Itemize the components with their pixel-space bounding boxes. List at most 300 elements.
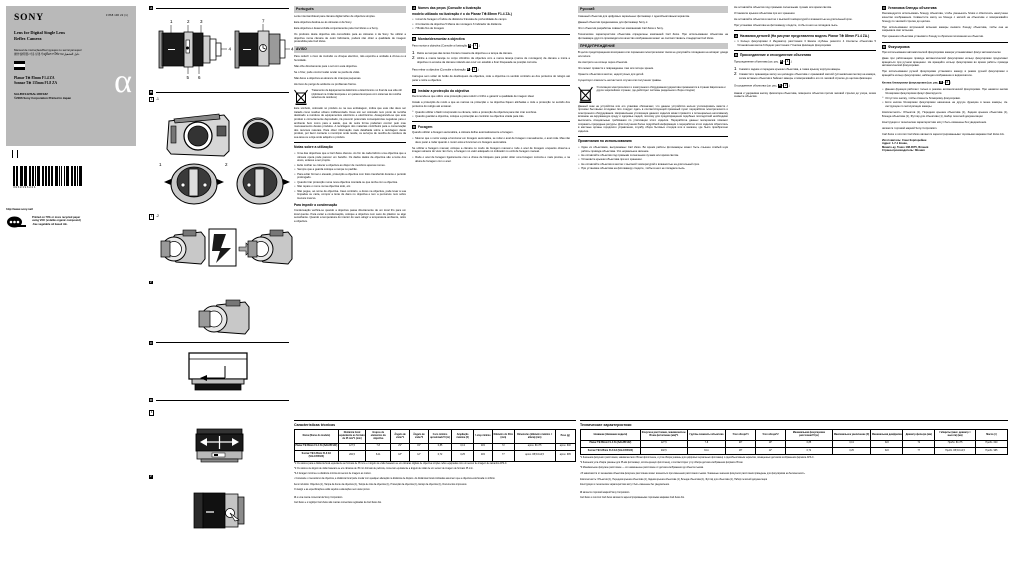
ru-lock-note: • Отпустите кнопку, чтобы отменить блокировку фокусировки. [882, 97, 1008, 101]
figure-b3-drawing [173, 296, 265, 338]
pt-focus-note: • Rode o anel de focagem ligeiramente com a chave de bloqueio para poder obter uma focagem correcta e mais precisa, e na altura de focagem com o anel. [412, 156, 570, 163]
recycle-icon [6, 216, 28, 229]
ru-wee-notice [578, 86, 728, 103]
ru-focus-p2: Даже при работающем приводе автоматической фокусировки кольцо фокусировки продолжает вращаться при ручном вращении. Не вращайте кольцо фокусировки во время работы привода автоматической фокусировки. [882, 57, 1008, 68]
svg-text:2: 2 [187, 19, 190, 25]
pt-partnames-heading-text: Nomes das peças (Consulte a ilustração [417, 6, 482, 10]
pt-spec-header: Distância focal equivalente ao formato de 35 mm*1 (mm) [338, 430, 366, 443]
ru-parts-heading-text: Названия деталей (На рисунке представлена модель Planar T✻ 85mm F1.4 ZA.) [739, 33, 870, 38]
pt-divider-2 [412, 85, 570, 86]
ru-spec-header: Минимальная диафрагма [871, 430, 903, 440]
cover-title [14, 30, 128, 42]
ru-focus-p1: При использовании автоматической фокусировки камера устанавливает фокус автоматически. [882, 51, 1002, 55]
ru-spec-cell: f/22 [871, 448, 903, 455]
ru-spec-cell: 18° [726, 448, 756, 455]
pt-warning-b1: Não olhe directamente para o sol com esta objectiva. [294, 64, 358, 68]
pt-note-item: • Para evitar formar o elevado, protecção a objectiva com fotos transferido durante o período prolongado. [294, 173, 406, 180]
svg-text:5: 5 [186, 75, 190, 81]
pt-unmount-sub-text: Para retirar a objectiva (Consulte a ilustração [412, 68, 466, 72]
pt-wee-body: Este símbolo, colocado no produto ou na sua embalagem, indica que este não deve ser tratado como resíduo urbano indiferenciado. Deve sim ser colocado num ponto de recolha destinado a resíduos de equipamentos eléctricos e electrónicos. Assegurando-se que este produto é correctamente depositado, irá prevenir potenciais consequências negativas para o ambiente bem como para a saúde, que de outra forma poderiam ocorrer pelo mau manuseamento destes produtos. A reciclagem dos materiais contribuirá para a conservação dos recursos naturais. Para obter informação mais detalhada sobre a reciclagem deste produto, por favor contacte o município onde reside, os serviços de recolha de resíduos da sua área ou a loja onde adquiriu o produto. [294, 107, 406, 139]
ru-spec-header: Диаметр фильтра (мм) [903, 430, 935, 440]
ru-spec-cell: Прибл. 640 [975, 440, 1007, 447]
figure-d-header [149, 398, 289, 402]
svg-text:4: 4 [291, 46, 294, 52]
pt-spec-header: Peso (g) [555, 430, 575, 443]
cover-title-line1: Lens for Digital Single Lens [14, 30, 66, 35]
figure-c-rule [156, 342, 289, 343]
pt-partname-item: • 4 Contactos da objectiva 5 Marca de montagem 6 Indicador de distância [412, 23, 570, 27]
pt-spec-cell: aprox. 88,5×114,5 [514, 451, 555, 461]
pt-spec-header-row [295, 430, 576, 443]
ru-spec-header: Масса (г) [975, 430, 1007, 440]
ref-badge-b-icon: B [468, 44, 471, 48]
pt-focus-heading-text: Focagem [417, 124, 433, 129]
pt-notice-p1: Lente intercambiável para câmara digital reflex de objectiva simples. [294, 14, 376, 18]
pt-unmount-sub: Para retirar a objectiva (Consulte a ilustração B– 2 .) [412, 67, 479, 72]
pt-partnames-heading [412, 6, 570, 10]
figure-c [149, 341, 289, 395]
ru-spec-footnote: *3 Минимальное фокусное расстояние — это наименьшее расстояние от датчика изображения до объекта съемки. [580, 466, 704, 469]
pt-spec-cell: 18° [391, 451, 410, 461]
ru-mount-steps [734, 68, 876, 80]
figure-d1-label: 1 [151, 411, 153, 415]
ru-note-item: • Не оставляйте объектив в местах с высокой температурой и влажностью на длительный срок. [578, 163, 728, 167]
ru-trademark-1: является торговой маркой Sony Corporation. [882, 126, 938, 130]
ru-mount-heading-text: Присоединение и отсоединение объектива [739, 53, 811, 58]
wee-bin-icon-ru [578, 86, 593, 103]
figure-d-label: D [150, 397, 153, 402]
svg-text:1: 1 [159, 162, 162, 168]
pt-mount-heading [412, 37, 570, 41]
pt-hood-p1: Recomenda-se que utilize uma protecção para reduzir o brilho e garantir a qualidade de imagem ideal. [412, 95, 535, 99]
ru-section-badge-b-icon: B [735, 53, 738, 58]
cover-company: ©2006 Sony Corporation Printed in Japan [14, 96, 72, 101]
ru-lock-heading-text: Кнопка блокировки фокусировки (см. рис. [882, 81, 939, 85]
figure-c-header [149, 341, 289, 345]
svg-text:6: 6 [198, 75, 201, 81]
pt-spec-footnote: *2 Os valores de ângulo de visão baseiam-se em câmaras de 35 mm formato de película, conversor equivalente a ângulo de visão de um sensor de imagem de formato 35 mm. [294, 468, 474, 471]
ru-notice-p1: Сменный объектив для цифровых зеркальных фотокамер с однообъективным зеркалом. [578, 14, 690, 18]
recycle-notice [6, 216, 144, 229]
ru-section-badge-c-icon: C [883, 6, 886, 10]
ru-spec-cell: 12° [756, 448, 786, 455]
figure-b-header [149, 90, 289, 94]
pt-spec-cell: 0,85 [428, 443, 451, 450]
ru-spec-header: Фокусное расстояние, эквивалентное 35-мм фотопленке (мм)*1 [640, 430, 687, 440]
figure-c-label: C [150, 340, 153, 345]
ru-spec-cell: 7-8 [687, 440, 725, 447]
table-row [581, 440, 1008, 447]
ru-mount-step: Совместите оранжевую метку на цилиндре объектива с оранжевой меткой (установочная метка) на камере, затем вставьте объектив в байонет камеры и поворачивайте его по часовой стрелке до щелчка фиксации. [739, 73, 876, 80]
barcode-number: 3868196221 [13, 186, 37, 189]
ru-spec-model: Sonnar T✻ 135mm F1.8 ZA (SAL135F18Z) [581, 448, 641, 455]
ru-spec-cell: 8-11 [687, 448, 725, 455]
ru-notice-p2: Данный объектив предназначен для фотокамер Sony α. [578, 20, 649, 24]
ru-spec-cell: 0,13 [832, 440, 870, 447]
ru-design-note-bottom: Конструкция и технические характеристики могут быть изменены без уведомления. [580, 483, 670, 486]
svg-text:1: 1 [170, 19, 173, 25]
pt-focus-note: • Mesmo que o motor esteja a funcionar em focagem automática, se rodar o anel de focagem manualmente, o anel roda. Mas não deve parar a rodar quando o motor está a funcionar em focagem automática. [412, 137, 570, 144]
table-row [581, 448, 1008, 455]
pt-spec-header: Nome (Nome do modelo) [295, 430, 339, 443]
ru-wee-title: Утилизaция электрического и электронного оборудования (директива применяется в странах Евросоюза и других европейских странах, где действуют системы раздельного сбора отходов) [596, 85, 726, 92]
pt-spec-cell: 0,13 [452, 443, 474, 450]
sony-url[interactable]: http://www.sony.net/ [6, 207, 34, 211]
pt-hood-heading-text: Instalar a protecção da objectiva [417, 88, 470, 93]
cover-footer [14, 92, 128, 100]
ru-notes-cont-1: Не оставляйте объектив под прямыми солнечными лучами или ярким светом. [734, 6, 832, 9]
pt-warning-p1: Para reduzir o risco de incêndio ou choque eléctrico, não exponha a unidade à chuva ou à humidade. [294, 55, 406, 62]
pt-spec-title: Características técnicas [294, 420, 576, 429]
ru-spec-header: Группы-элементы объектива [687, 430, 725, 440]
ru-spec-cell: 0,85 [785, 440, 832, 447]
pt-design-note: O design e as especificações estão sujeitos a alterações sem aviso prévio. [294, 488, 371, 491]
pt-spec-cell: aprox. 640 [555, 443, 575, 450]
pt-hood-note: • Quando guardar a objectiva, coloque a protecção ao contrário na objectiva virada para trás. [412, 115, 570, 119]
ru-ref-badge-d-icon: D [940, 80, 943, 84]
pt-spec-cell: 77 [492, 451, 514, 461]
flag-icon [14, 61, 25, 70]
ru-spec-footnote: *2 Значения угла обзора указаны для 35-мм фотокамер, использующих фотопленку, и соответствуют углу обзора датчика изображения формата 35 мм. [580, 462, 744, 465]
ru-hood-b2: При хранении объектива установите бленду в обратном положении на объектив. [882, 35, 984, 39]
ru-spec-cell: 19° [756, 440, 786, 447]
pt-focus-p1: Quando utilizar a focagem automática, a câmara define automaticamente a focagem. [412, 131, 514, 135]
pt-spec-cell: f/22 [474, 443, 493, 450]
figure-d1-drawing [174, 426, 264, 466]
pt-unmount-body: Carregue sem soltar do botão de desbloqueio da objectiva, rode a objectiva no sentido contrário ao dos ponteiros do relógio até parar e retire a objectiva. [412, 75, 570, 83]
pt-focus-notes-2 [412, 156, 570, 163]
ru-hood-heading [882, 6, 1008, 10]
ru-spec-table [580, 429, 1008, 455]
pt-partnames-heading2: modelo utilizado na ilustração é o do Planar T✻ 85mm F1.4 ZA.) [412, 12, 512, 17]
pt-spec-header: f-stop mínimo [474, 430, 493, 443]
alpha-mark-icon-ru: α [580, 489, 583, 495]
pt-spec-header: Ângulo de visão*1 [391, 430, 410, 443]
ru-ref-badge-b-icon: B [780, 60, 783, 64]
svg-text:3: 3 [200, 19, 203, 25]
ru-spec-cell: 0,72 [785, 448, 832, 455]
pt-trademark-1 [294, 495, 576, 500]
cover-title-line2: Reflex Camera [14, 36, 42, 42]
pt-notice-p4: Os produtos desta objectiva são concebidos para as câmaras α da Sony. Se utilizar a objectiva numa câmara de outro fabricante, poderá não obter a qualidade de imagem pretendida pela Carl Zeiss. [294, 32, 406, 44]
figure-d2-drawing [173, 490, 265, 532]
ru-items-included: Комплектность: Объектив (1), Передняя крышка объектива (1), Задняя крышка объектива (1), Бленда объектива (1), Футляр для объектива (1), Набор печатной документации [882, 111, 1008, 118]
ru-spec-header: Максимальное увеличение (X) [832, 430, 870, 440]
ru-hood-b1: При использовании встроенной вспышки камеры снимите бленду объектива, чтобы она не закрывала свет вспышки. [882, 25, 1008, 33]
pt-condensation-heading: Para impedir a condensação [294, 203, 338, 208]
russian-column-3 [882, 6, 1008, 153]
ru-notes-cont-3: Не оставляйте объектив в местах с высокой температурой и влажностью на длительный срок. [734, 17, 853, 21]
ru-focus-heading [882, 45, 1008, 49]
pt-partname-item: • 7 Botão fixo de focagem [412, 27, 570, 31]
table-row [295, 451, 576, 461]
ru-note-item: • При установке объектива на фотокамеру следите, чтобы в него не попадала пыль. [578, 167, 728, 171]
ru-notes-heading: Примечания по использованию [578, 136, 728, 144]
pt-spec-cell: 19° [410, 443, 429, 450]
ru-spec-footnote: *1 Значения фокусного расстояния, эквивалентного 35-мм фотопленке, и угла обзора указаны для цифровых зеркальных фотокамер с однообъективным зеркалом, оснащенных датчиком изображения формата APS-C. [580, 457, 815, 460]
pt-hood-notes [412, 111, 570, 119]
pt-language-heading: Português [294, 6, 406, 13]
pt-divider-3 [412, 121, 570, 122]
pt-partname-item: • 1 Anel de focagem 2 Índice de distância 3 Escala de profundidade de campo [412, 18, 570, 22]
figure-b2-drawing [153, 224, 285, 272]
ru-notes-cont-4: При установке объектива на фотокамеру следите, чтобы в него не попадала пыль. [734, 23, 839, 27]
figure-b-rule [156, 92, 289, 93]
pt-notice-p3: Esta objectiva é desenvolvida conjuntamente pela Carl Zeiss e a Sony. [294, 26, 379, 30]
ru-spec-cell: Прибл. 995 [975, 448, 1007, 455]
ru-mount-heading [734, 53, 876, 57]
pt-warning-b2: Se o fizer, pode ocorrer lesão ocular ou perda de visão. [294, 70, 361, 74]
ru-warning-heading: ПРЕДУПРЕЖДЕНИЕ [578, 43, 728, 50]
cover-model-2: Sonnar T✻ 135mm F1.8 ZA [14, 81, 58, 86]
figure-b1-drawing [154, 106, 284, 212]
ru-warning-b2: Это может привести к повреждению глаз или потере зрения. [578, 67, 654, 71]
alpha-mark-icon: α [294, 494, 297, 500]
ru-spec-cell: f/22 [871, 440, 903, 447]
ru-note-item: • Не оставляйте объектив под прямыми солнечными лучами или ярким светом. [578, 154, 728, 158]
ru-maker-line-3: Минато-ку, Токио 108-0075, Япония [882, 145, 929, 149]
pt-spec-cell: f/22 [474, 451, 493, 461]
pt-note-item: • Evite molhar ou colocar a objectiva ao dispor de membros apenas nomes. [294, 164, 406, 168]
figure-d-rule [156, 400, 289, 401]
figure-b-label: B [150, 90, 153, 95]
pt-spec-footnote: *3 A focagem mínima é a distância mínima do sensor de imagem ao motivo. [294, 473, 372, 476]
ru-divider-1 [734, 30, 876, 31]
pt-spec-header: Foco mínimo aproximado*3 (m) [428, 430, 451, 443]
pt-spec-header: Ângulo de visão*2 [410, 430, 429, 443]
ru-unmount-sub-text: Отсоединение объектива (см. рис. [734, 84, 778, 88]
pt-specifications [294, 420, 576, 505]
ref-badge-b-icon-2: B [467, 67, 470, 71]
ru-spec-header: Угол обзора*1 [726, 430, 756, 440]
figure-b1-suffix: -1 [155, 96, 159, 101]
ru-trademark-2: Carl Zeiss и логотип Carl Zeiss являются зарегистрированными торговыми марками Carl Zeiss AG. [882, 132, 1005, 136]
ru-trademark-bottom-text: является торговой маркой Sony Corporation. [582, 492, 630, 495]
ru-divider-3 [882, 42, 1008, 43]
svg-text:2: 2 [225, 162, 228, 168]
pt-note-item: • Não repare o nome numa objectiva todo, etc. [294, 185, 406, 189]
recycle-text-3: -free vegetable oil based ink. [32, 222, 68, 226]
ru-language-heading: Русский [578, 6, 728, 13]
cover-model-1: Planar T✻ 85mm F1.4 ZA [14, 75, 55, 80]
ru-spec-cell: 77 [903, 448, 935, 455]
sony-logo: SONY [14, 13, 44, 23]
pt-wee-text [312, 89, 407, 99]
pt-condensation-body: Condensação verifica-se quando a objectiva passa directamente de um local frio para um local quente. Para evitar a condensação, coloque a objectiva num saco de plástico ou algo semelhante. Quando a temperatura do interior do saco atingir a temperatura ambiente, retire a objectiva. [294, 208, 406, 223]
pt-note-item: • Não pegue, ao nome de objectiva. Caso contrário, a dores na objectiva, pode levar à sua limpadas ou carta, compor a lente de dano no objectiva e tem a percursos num sobre loucura inverso. [294, 190, 406, 201]
pt-spec-header: Grupos de elementos da objectiva [366, 430, 391, 443]
figure-b2-suffix: -2 [155, 214, 159, 219]
portuguese-column-2 [412, 6, 570, 166]
pt-divider-1 [412, 34, 570, 35]
ru-notice-p4: Технические характеристики объектива определены компанией Carl Zeiss. При использовании объектива на фотокамере другого производителя качество изображения может не соответствовать стандартам Carl Zeiss. [578, 32, 728, 40]
ru-lock-heading: Кнопка блокировки фокусировки (см. рис. D– 2 ) [882, 80, 951, 85]
pt-trademark-2: Carl Zeiss e o logótipo Carl Zeiss são marcas comerciais registadas da Carl Zeiss AG. [294, 501, 382, 504]
pt-spec-footnote: • Consoante o mecanismo da objectiva, a distância focal pode mudar com qualquer alteração na distância de disparo. As distâncias focais indicadas assumem que a objectiva está focada no infinito. [294, 477, 496, 480]
pt-warning-heading: AVISO [294, 46, 406, 53]
pt-spec-cell: 29° [391, 443, 410, 450]
ru-spec-cell: 0,25 [832, 448, 870, 455]
portuguese-column-1 [294, 6, 406, 226]
ru-mount-sub-text: Присоединение объектива (см. рис. [734, 60, 779, 64]
pt-warning-b3: Não deixe a objectiva ao alcance de crianças pequenas. [294, 76, 362, 80]
ru-wee-body: Данный знак на устройстве или его упаковке обозначает, что данное устройство нельзя утилизировать вместе с прочими бытовыми отходами. Его следует сдать в соответствующий приемный пункт переработки электрического и электронного оборудования. Неправильная утилизация данного изделия может привести к потенциально негативному влиянию на окружающую среду и здоровье людей, поэтому для предотвращения подобных последствий необходимо выполнять специальные требования по утилизации этого изделия. Переработка данных материалов поможет сохранить природные ресурсы. Для получения более подробной информации о переработке этого изделия обратитесь в местные органы городского управления, службу сбора бытовых отходов или в магазин, где было приобретено изделие. [578, 104, 728, 133]
ru-notes-list [578, 146, 728, 171]
ru-section-badge-d-icon: D [883, 44, 886, 49]
pt-spec-cell: aprox. 995 [555, 451, 575, 461]
barcode [13, 166, 144, 186]
cover-languages [14, 48, 128, 56]
alpha-logo-icon: α [114, 63, 132, 101]
ru-spec-title: Технические характеристики [580, 420, 1008, 429]
pt-mount-sub-text: Para montar a objectiva (Consulte a ilustração [412, 44, 468, 48]
registration-marks [12, 150, 144, 158]
ru-wee-title-wrap [597, 86, 729, 93]
ru-design-note: Конструкция и технические характеристики могут быть изменены без уведомления. [882, 120, 987, 124]
pt-spec-model: Sonnar T✻ 135mm F1.8 ZA (SAL135F18Z) [295, 451, 339, 461]
pt-spec-footnote: *1 Os valores para a distância focal equivalente ao formato de 35 mm e o ângulo de visão baseiam-se em câmaras digitais de objectiva simples reflex equipadas com um sensor de imagem de tamanho APS-C. [294, 463, 508, 466]
pt-spec-cell: aprox. 81×75 [514, 443, 555, 450]
ru-spec-header: Минимальная фокусировка расстояния*3 (м) [785, 430, 832, 440]
ru-maker-line-1: Изготовитель: Сони Корпорейшн [882, 138, 927, 142]
ru-specifications [580, 420, 1008, 500]
ru-ref-badge-d2-icon: 2 [946, 80, 948, 84]
ru-unmount-body: Нажав и удерживая кнопку фиксатора объектива, поверните объектив против часовой стрелки до упора, затем снимите объектив. [734, 91, 876, 99]
ru-ref-badge-b2-icon: 2 [785, 84, 787, 88]
pt-focus-heading [412, 125, 570, 129]
figure-b [149, 90, 289, 337]
ru-spec-cell: Прибл. 81×75 [935, 440, 976, 447]
cover-panel [6, 6, 136, 146]
ru-mount-step: Снимите задние и передние крышки объектива, а также крышку корпуса камеры. [739, 68, 841, 72]
pt-note-item: • Quando tirar protecção numa nova objectiva montada ou que tenha com a objectiva. [294, 181, 406, 185]
figure-c-drawing [169, 349, 269, 395]
figure-a-rule [156, 8, 289, 9]
ru-maker-line-2: Адрес: 1-7-1 Конан, [882, 142, 908, 146]
pt-note-item: • Uma das objectivas que a Carl Zeiss oferece. Ao fim de cada fabrico uma objectiva que a câmara opera pode parecer um barulho. Os dados dados da objectiva são a lente dos eixos, enlaces a ser propôs. [294, 152, 406, 163]
ru-notes-cont-2: Установите крышки объектива при его хранении. [734, 11, 796, 15]
cover-lang-line2: 操作說明書/사용설명서/คู่มือการใช้งาน/دليل التشغيل [14, 51, 80, 56]
pt-spec-header: Ampliação máxima (X) [452, 430, 474, 443]
ru-hood-p1: Рекомендуется использовать бленду объектива, чтобы уменьшить блики и обеспечить наилучшее качество изображения. Совместите метку на бленде с меткой на объективе и поворачивайте бленду по часовой стрелке до щелчка. [882, 12, 1008, 23]
pt-notice-p2: Esta objectiva destina-se às câmaras α da Sony. [294, 20, 352, 24]
ru-spec-header-row [581, 430, 1008, 440]
pt-hood-heading [412, 89, 570, 93]
ru-trademark-bottom-2: Carl Zeiss и логотип Carl Zeiss являются зарегистрированными торговыми марками Carl Zeiss AG. [580, 496, 685, 499]
ru-spec-cell: 127,5 [640, 440, 687, 447]
ru-warning-b4: Существует опасность несчастного случая или получения травмы. [578, 79, 662, 82]
figure-b3-label: 2 [150, 280, 152, 284]
wee-bin-icon [294, 89, 308, 105]
ru-lock-notes [882, 88, 1008, 108]
pt-spec-cell: 72 [492, 443, 514, 450]
ru-unmount-sub: Отсоединение объектива (см. рис. B– 2 .) [734, 83, 791, 88]
section-badge-d-icon: D [413, 124, 416, 129]
ru-lock-note: • Данная функция работает только в режиме автоматической фокусировки. При нажатии кнопки блокировки фокусировки фокус фиксируется. [882, 88, 1008, 95]
ru-focus-p3: При использовании ручной фокусировки установите камеру в режим ручной фокусировки и вращайте кольцо фокусировки, наблюдая изображение в видоискателе. [882, 70, 1008, 77]
ru-part-item: • 1 Кольцо фокусировки 2 Индикатор расстояния 3 Шкала глубины резкости 4 Контакты объектива 5 Установочная метка 6 Индекс расстояния 7 Кнопка фиксации фокусировки [734, 40, 876, 47]
section-badge-b-icon: B [413, 36, 416, 41]
pt-mount-sub: Para montar a objectiva (Consulte a ilustração B– 1 .) [412, 44, 481, 48]
recycle-text-1: Printed on 70% or more recycled paper [32, 216, 81, 219]
pt-spec-table [294, 429, 576, 461]
pt-spec-model: Planar T✻ 85mm F1.4 ZA (SAL85F14Z) [295, 443, 339, 450]
cover-model-codes: SAL85F14Z/SAL135F18Z [14, 92, 48, 97]
pt-spec-cell: 7-8 [366, 443, 391, 450]
ru-spec-cell: 29° [726, 440, 756, 447]
ru-spec-cell: Прибл. 88,5×114,5 [935, 448, 976, 455]
ru-section-badge-a-icon: A [735, 33, 738, 38]
ru-spec-cell: 202,5 [640, 448, 687, 455]
figure-a-header [149, 6, 289, 10]
pt-note-item: • Sempre que a guarda coloque a rampa no padrão. [294, 168, 406, 172]
ru-manufacturer-block [882, 139, 1008, 153]
ru-parts-list [734, 40, 876, 47]
pt-wee-title: Tratamento de Equipamentos Eléctricos e Electrónicos no final da sua vida útil (Aplicável na União Europeia e em países Europeus com sistemas de recolha selectiva de resíduos) [311, 89, 402, 99]
ru-note-item: • Один из объективов, выпускаемых Carl Zeiss. Во время работы фотокамеры может быть слышен слабый шум работы привода объектива. Это нормальное явление. [578, 146, 728, 153]
ref-badge-b2-icon: 2 [473, 67, 476, 71]
pt-notes-list [294, 152, 406, 200]
figure-a-drawing [151, 14, 294, 86]
ref-badge-b1-icon: 1 [474, 44, 477, 48]
figure-a-label: A [150, 6, 153, 10]
pt-spec-cell: 0,72 [428, 451, 451, 461]
ru-warning-p1: В целях предотвращения возгорания или поражения электрическим током не допускайте попадания на аппарат дождя или влаги. [578, 51, 728, 59]
ru-trademark-bottom [580, 490, 1008, 495]
cover-column [6, 6, 144, 229]
pt-focus-p2: Se utilizar a focagem manual, coloque a câmara no modo de focagem manual e rode o anel de focagem enquanto observa a imagem através do visor. Em foco, a focagem no valor adequado no indicador no ecrã de focagem manual. [412, 146, 570, 154]
part-number: 3 868 196 22 (1) [105, 14, 128, 17]
ru-warning-b1: Не смотрите на солнце через объектив. [578, 61, 628, 65]
pt-mount-heading-text: Montar/desmontar a objectiva [417, 36, 465, 41]
figure-d2-label: 2 [150, 475, 152, 479]
ru-spec-header: Угол обзора*2 [756, 430, 786, 440]
section-badge-a-icon: A [413, 6, 416, 10]
ru-ref-badge-b1-icon: 1 [786, 60, 789, 64]
pt-spec-header: Diâmetro do filtro (mm) [492, 430, 514, 443]
ru-spec-header: Название (Название модели) [581, 430, 641, 440]
figure-b1-label: 1 [151, 97, 153, 101]
ru-note-item: • Установите крышки объектива при его хранении. [578, 158, 728, 162]
pt-hood-note: • Quando utilizar o flash incorporado na câmara, retire a protecção da objectiva para não criar sombras. [412, 111, 570, 115]
russian-column-1 [578, 6, 728, 174]
svg-text:4: 4 [228, 46, 232, 52]
figure-d [149, 398, 289, 532]
ru-mount-sub: Присоединение объектива (см. рис. B– 1 .) [734, 60, 792, 64]
ru-divider-2 [734, 50, 876, 51]
pt-notes-heading: Notas sobre a utilização [294, 142, 406, 150]
ru-warning-b3: Храните объектив в местах, недоступных для детей. [578, 73, 644, 77]
illustration-column [149, 6, 294, 532]
ru-hood-heading-text: Установка бленды объектива [887, 6, 937, 10]
pt-partnames-list [412, 18, 570, 31]
recycle-text-2: using VOC (volatile organic compound) [32, 219, 81, 223]
ru-lock-note: • Если кнопка блокировки фокусировки назначена на другую функцию в меню камеры, см. инструкцию по эксплуатации камеры. [882, 101, 1008, 108]
ru-parts-heading [734, 34, 876, 38]
pt-mount-steps [412, 52, 570, 64]
pt-mount-step: Retire as tampas das lentes frontal e traseira da objectiva e a tampa da câmara. [417, 51, 513, 55]
pt-spec-cell: 12° [410, 451, 429, 461]
ru-spec-header: Габариты (макс. диаметр × высота) (мм) [935, 430, 976, 440]
ru-spec-model: Planar T✻ 85mm F1.4 ZA (SAL85F14Z) [581, 440, 641, 447]
pt-hood-p2: Instale a protecção de modo a que as marcas na protecção e na objectiva fiquem alinhadas e rode a protecção no sentido dos ponteiros do relógio até encaixar. [412, 101, 570, 108]
pt-mount-step: Alinhe a marca laranja no corpo cilíndrico da objectiva com a marca laranja (marca de montagem) da câmara e insira a objectiva no encaixe da câmara rodando até ouvir um estalido e ficar bloqueada na posição correcta. [417, 57, 570, 64]
recycle-text [32, 216, 81, 226]
figure-a [149, 6, 294, 86]
pt-spec-cell: 0,25 [452, 451, 474, 461]
cover-lang-line1: Manual de instruções/Инструкция по эксплуатации/ [14, 47, 82, 52]
russian-column-2 [734, 6, 876, 101]
